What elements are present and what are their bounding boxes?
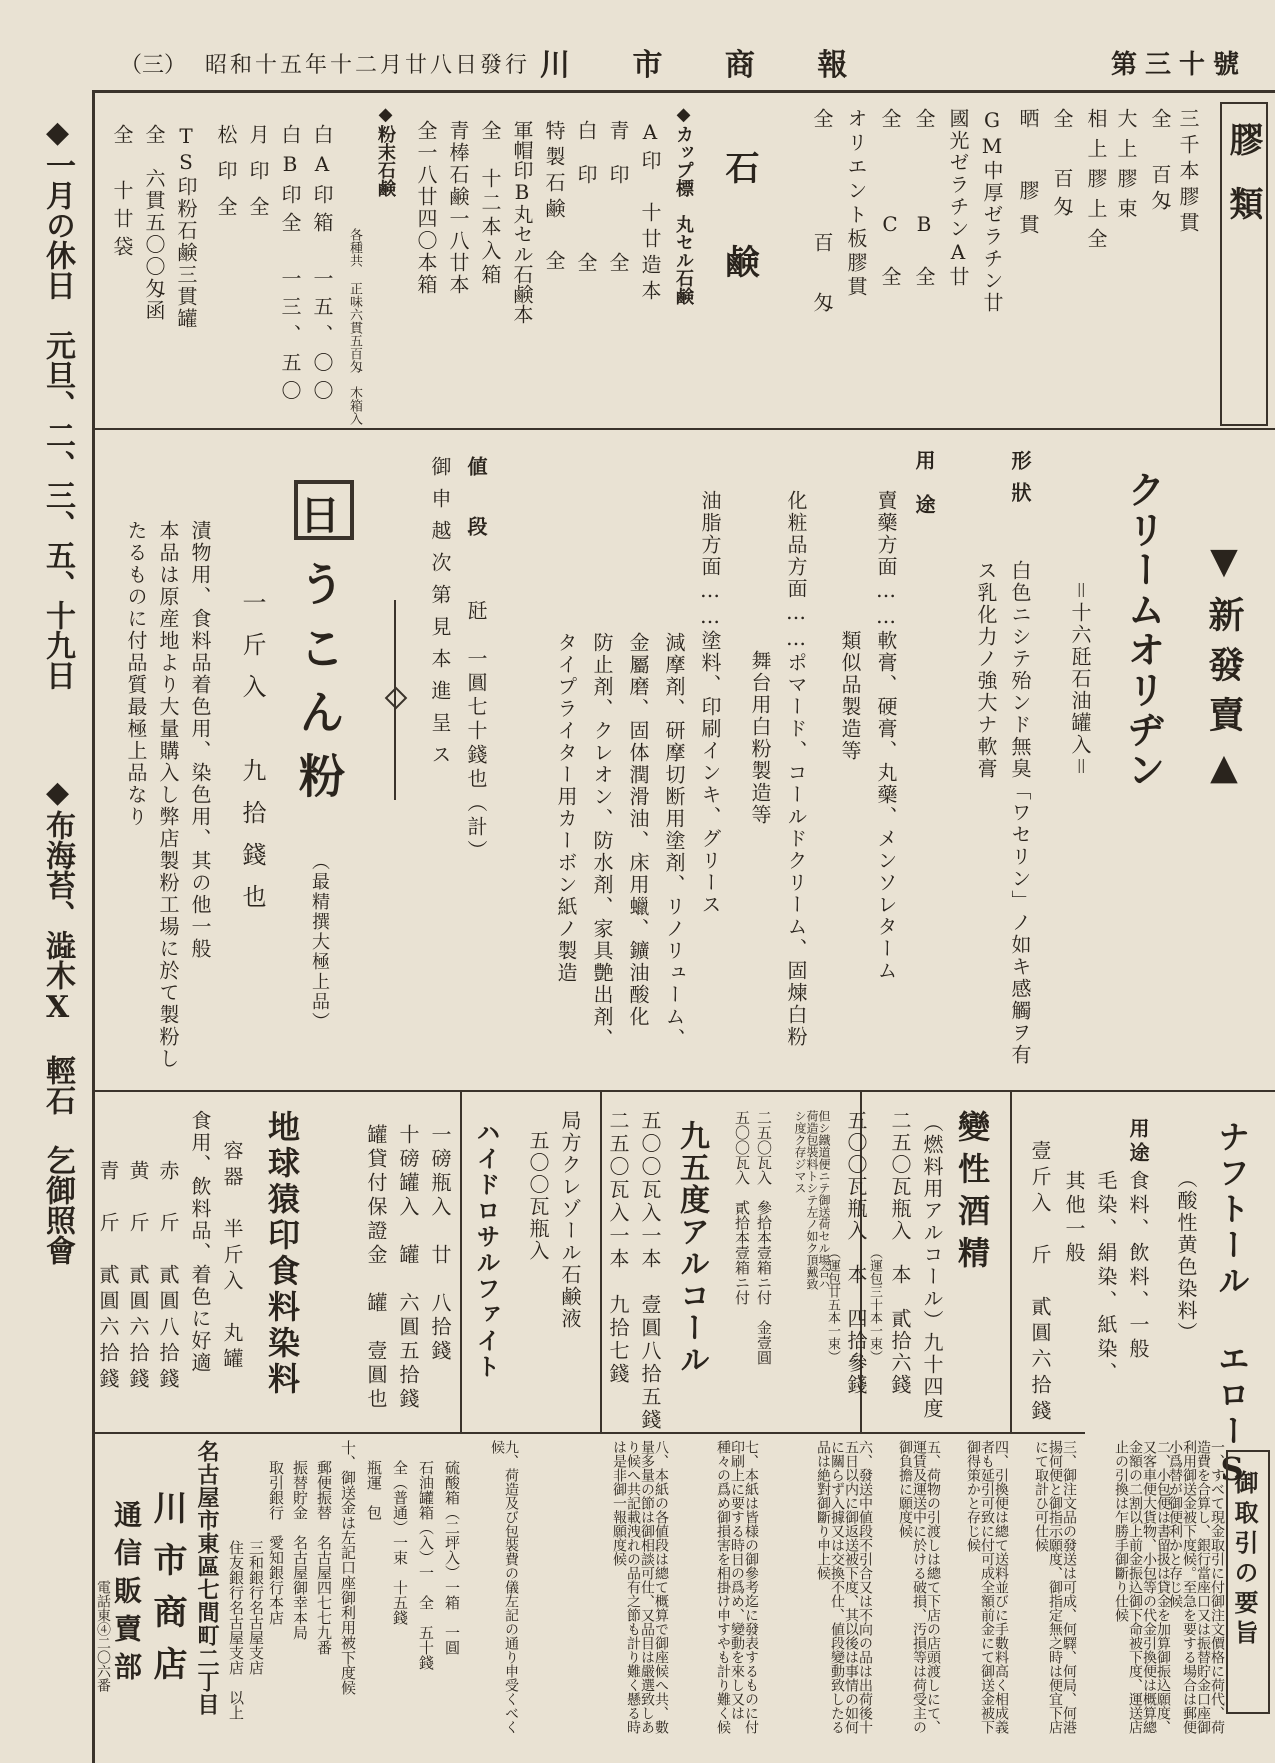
glue-item: 晒 膠貫 [1016, 108, 1040, 248]
powder-soap-label: ◆粉末石鹸 [375, 104, 396, 197]
alcohol-note: 但シ鐵道便ニテ御送荷セル場合ハ荷造包裝料トシテ左ノ如ク頂戴致シ度ク存ジマス [793, 1110, 831, 1290]
pack-row: 全（普通）一束 十五錢 [391, 1460, 409, 1625]
bank-account: 住友銀行名古屋支店 [227, 1540, 245, 1675]
naphthol-use-label: 用途 [1126, 1118, 1150, 1166]
term-item: 三、御注文品の發送は可成、何驛、何局、何港揚何便と御指示願度、御指定無之時は便宜下店にて取計ひ可仕候 [1033, 1440, 1077, 1734]
col-rule [1010, 1092, 1012, 1432]
powder-item: TS印粉石鹸三貫罐 [174, 124, 198, 330]
powder-item: 白A印箱 一五、〇〇 [310, 124, 334, 408]
alcohol-pack-fee: 五〇〇瓦入 貳拾本壹箱ニ付 [733, 1110, 751, 1305]
naphthol-use: 其他一般 [1062, 1170, 1086, 1266]
term-item: 五、荷物の引渡しは總て下店の店頭渡しにて、運賃及運送中に於ける破損、汚損等は荷受主の御負擔に願度候 [897, 1440, 941, 1734]
pack-item-10: 十、御送金は左記口座御利用被下度候 [339, 1440, 357, 1695]
cresol-line: 五〇〇瓦瓶入 [526, 1130, 550, 1262]
glue-item: 全 C全 [878, 108, 902, 316]
pack-table-title: 九、荷造及び包裝費の儀左記の通り申受くべく候 [489, 1440, 519, 1734]
dye-use: 食用、飲料品、着色に好適 [188, 1110, 212, 1374]
glue-item: 全 百匁 [1148, 108, 1172, 216]
col-rule [600, 1092, 602, 1432]
divider-1 [95, 428, 1275, 430]
turmeric-grade: （最精撰大極上品） [309, 852, 330, 1032]
savings-account: 振替貯金 名古屋御幸本局 [291, 1460, 309, 1640]
dye-title: 地球猿印食料染料 [263, 1110, 301, 1398]
alcohol95-title: 九五度アルコール [674, 1120, 709, 1376]
use-text: 賣藥方面……軟膏、硬膏、丸藥、メンソレターム [874, 490, 898, 982]
soap-item: 青棒石鹸一八廿本 [446, 120, 470, 296]
holiday-notice: ◆一月の休日 元旦、二、三、五、十九日 [40, 115, 75, 690]
new-product-name: クリームオリヂン [1121, 470, 1166, 790]
dye-container: 容器 半斤入 丸罐 [220, 1140, 244, 1374]
alcohol-title: 變性酒精 [953, 1110, 991, 1278]
bank-account: 取引銀行 愛知銀行本店 [267, 1460, 285, 1625]
glue-item: 相上膠上全 [1084, 108, 1108, 258]
alcohol-pack-fee: 二五〇瓦入 參拾本壹箱ニ付 金壹圓 [755, 1110, 773, 1365]
hydro-line: 罐貸付保證金 罐 壹圓也 [364, 1124, 388, 1412]
shape-text: ス乳化力ノ強大ナ軟膏 [974, 560, 998, 780]
alcohol-line: 二五〇瓦瓶入 本 貳拾六錢 [888, 1110, 912, 1396]
alcohol-line: 五〇〇瓦瓶入 本 四拾參錢 [844, 1110, 868, 1396]
term-item: 一、すべて現金取引に付御注文價格に荷代、荷造費を合算し、銀行當座口又は振替貯金口座御利用御送金被下度候。至急を要する場合は郵便小爲替が御便利かと存じ候 [1167, 1440, 1225, 1734]
company-name: 川市商店 [147, 1490, 187, 1698]
alcohol-sub: （燃料用アルコール）九十四度 [920, 1112, 944, 1420]
turmeric-desc: たるものに付品質最極上品なり [124, 520, 148, 828]
glue-item: 三千本膠貫 [1176, 108, 1200, 238]
newspaper-title: 川 市 商 報 [540, 48, 874, 83]
pack-row: 瓶運 包 [365, 1460, 383, 1520]
alcohol-pack: （運包三十本一束） [867, 1246, 882, 1363]
soap-item: A印 十廿造本 [638, 120, 662, 306]
turmeric-desc: 本品は原産地より大量購入し弊店製粉工場に於て製粉し [156, 520, 180, 1070]
turmeric-brand: 日 [300, 492, 340, 539]
postal-account: 郵便振替 名古屋四七七九番 [315, 1460, 333, 1655]
new-release-label: ▼新發賣▲ [1203, 540, 1245, 802]
use-text: 化粧品方面……ポマード、コールドクリーム、固煉白粉 [784, 490, 808, 1048]
use-text: 金屬磨、固体潤滑油、床用蠟、鑛油酸化 [626, 632, 650, 1028]
term-item: 七、本紙は皆様の御參考迄に發表するものに付印刷上に要する時日の爲め、變動を來し又は種々の爲め御損害を相掛け申すやも計り難く候 [715, 1440, 759, 1734]
cresol-title: 局方クレゾール石鹸液 [558, 1110, 582, 1330]
soap-item: 軍帽印B丸セル石鹸本 [510, 120, 534, 324]
soap-item: 全一八廿四〇本箱 [414, 120, 438, 296]
alcohol-pack: （運包廿五本一束） [825, 1246, 840, 1363]
hydro-title: ハイドロサルファイト [472, 1120, 501, 1380]
soap-item: 白印 全 [574, 120, 598, 296]
naphthol-sub: （酸性黄色染料） [1174, 1168, 1198, 1344]
turmeric-desc: 漬物用、食料品着色用、染色用、其の他一般 [188, 520, 212, 960]
term-item: 二、小包便は書留扱は貸金を加算御振込願度、又客車便大貨物、小包等の代金引換便は概算總金額の二割以上前金振込御下命被下度、運送店止の引換は乍勝手御斷り仕候 [1113, 1440, 1171, 1734]
use-text: 舞台用白粉製造等 [748, 650, 772, 826]
term-item: 六、發送中値段不引合又は不向の品は出荷後十五日以内に御返送被下度、其以後は事情の如何に關らず入據又は交換不仕、値段變動致したる品は絶對御斷り申上候 [815, 1440, 873, 1734]
glue-item: 全 B全 [912, 108, 936, 316]
material-notice: ◆布海苔、澁木X 輕石 乞御照會 [40, 775, 75, 1265]
term-item: 八、本紙の各値段は總て概算で御座候へ共、數量多量の節は御相談可仕、又品目は嚴選致しあり候へ共記載洩れの品有之節も計り難く懸る時は是非御一報願度候 [611, 1440, 669, 1734]
soap-item: 特製石鹸 全 [542, 120, 566, 276]
glue-item: 大上膠束 [1114, 108, 1138, 228]
naphthol-use: 毛染、絹染、紙染、 [1094, 1170, 1118, 1386]
company-address: 名古屋市東區七間町二丁目 [194, 1440, 220, 1716]
new-product-spec: ＝十六瓩石油罐入＝ [1068, 580, 1092, 778]
powder-item: 月印全 [246, 124, 270, 232]
soap-title: 石鹸 [719, 150, 759, 338]
glue-item: GM中厚ゼラチン廿 [980, 108, 1004, 314]
ijo-mark: 以上 [227, 1690, 245, 1720]
company-phone: 電話東④二〇六番 [95, 1580, 111, 1692]
glue-item: 全 百匁 [1050, 108, 1074, 224]
divider-2 [95, 1090, 1275, 1092]
use-text: 油脂方面……塗料、印刷インキ、グリース [698, 490, 722, 916]
naphthol-use: 食料、飲料、一般 [1126, 1170, 1150, 1362]
sample-note: 御申越次第見本進呈ス [428, 456, 452, 776]
page-number: （三） [120, 53, 187, 78]
soap-item: 全 十二本入箱 [478, 120, 502, 288]
term-item: 四、引換便は總て送料並びに手數料高く相成義者も延引可致に付可成全額前金にて御送金被下御得策かと存じ候 [965, 1440, 1009, 1734]
powder-item: 全 六貫五〇〇匁函 [142, 124, 166, 322]
use-text: 減摩剤、研摩切断用塗剤、リノリューム、 [662, 632, 686, 1050]
hydro-line: 十磅罐入 罐 六圓五拾錢 [396, 1124, 420, 1412]
dye-item: 赤 斤 貳圓八拾錢 [156, 1160, 180, 1394]
divider-3 [95, 1432, 1085, 1434]
turmeric-name: うこん粉 [292, 560, 346, 816]
col-rule [460, 1092, 462, 1432]
soap-item: 青印 全 [606, 120, 630, 296]
naphthol-price: 壹斤入 斤 貳圓六拾錢 [1028, 1140, 1052, 1426]
pack-row: 硫酸箱（二坪入）一箱 一圓 [443, 1460, 461, 1655]
price-label: 値段 [464, 456, 488, 576]
alcohol95-line: 五〇〇瓦入一本 壹圓八拾五錢 [638, 1110, 662, 1432]
bank-account: 三和銀行名古屋支店 [247, 1540, 265, 1675]
powder-item: 白B印全 一三、五〇 [278, 124, 302, 408]
shape-label: 形狀 [1008, 450, 1032, 514]
glue-item: 國光ゼラチンA廿 [946, 108, 970, 288]
glue-item: オリエント板膠貫 [844, 108, 868, 300]
pack-row: 石油罐箱（入）一 全 五十錢 [417, 1460, 435, 1670]
glue-title: 膠類 [1223, 122, 1263, 250]
powder-item: 松印全 [214, 124, 238, 232]
powder-item: 全 十廿袋 [110, 124, 134, 264]
hydro-line: 一磅瓶入 廿 八拾錢 [428, 1124, 452, 1364]
glue-item: 全 百匁 [810, 108, 834, 352]
alcohol95-line: 二五〇瓦入一本 九拾七錢 [606, 1110, 630, 1386]
powder-soap-note: 各種共 正味六貫五百匁 木箱入 [347, 228, 362, 425]
issue-number: 第三十號 [1110, 50, 1247, 80]
naphthol-name: ナフトール エローS [1213, 1120, 1251, 1492]
price-value: 瓩 一圓七十錢也（計） [464, 600, 488, 864]
terms-title: 御取引の要旨 [1230, 1470, 1259, 1650]
use-text: 類似品製造等 [838, 630, 862, 762]
use-text: 防止剤、クレオン、防水剤、家具艶出剤、 [590, 632, 614, 1050]
dye-item: 青 斤 貳圓六拾錢 [96, 1160, 120, 1394]
shape-text: 白色ニシテ殆ンド無臭「ワセリン」ノ如キ感觸ヲ有 [1008, 560, 1032, 1066]
use-text: タイプライター用カーボン紙ノ製造 [554, 632, 578, 984]
turmeric-price: 一斤入 九拾錢也 [238, 590, 266, 926]
soap-cup-label: ◆カップ標 丸セル石鹸 [673, 104, 694, 305]
dye-item: 黄 斤 貳圓六拾錢 [126, 1160, 150, 1394]
issue-date: 昭和十五年十二月廿八日發行 [205, 53, 531, 78]
use-label: 用途 [912, 450, 936, 538]
company-dept: 通信販賣部 [110, 1500, 143, 1690]
